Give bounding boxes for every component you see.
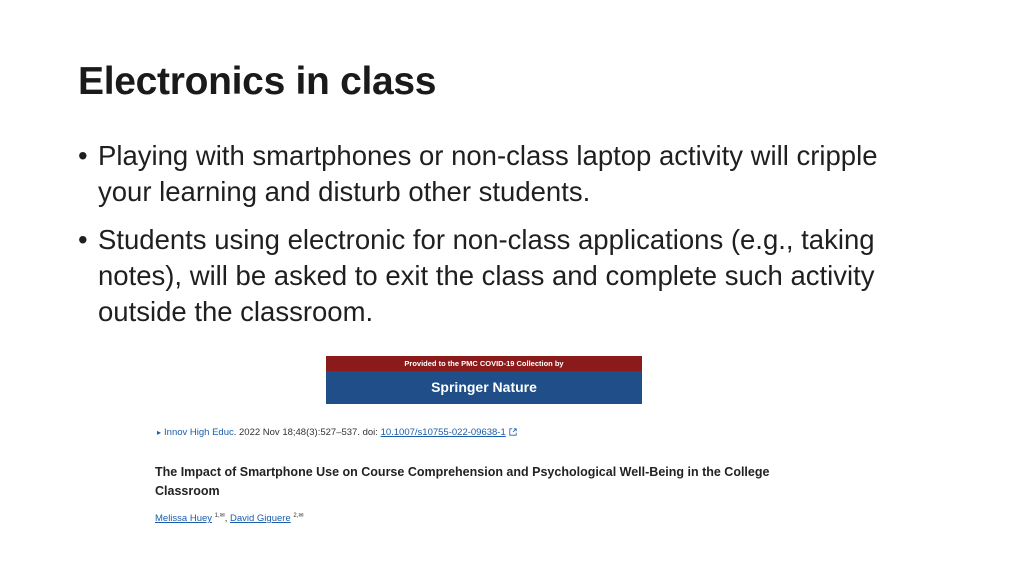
- bullet-list: [78, 138, 938, 342]
- bullet-item: • Playing with smartphones or non-class laptop activity will cripple your learning and disturb other students.: [78, 138, 938, 210]
- author-affiliation: 1,✉: [214, 513, 225, 519]
- author-separator: ,: [224, 513, 230, 525]
- paper-title: The Impact of Smartphone Use on Course Comprehension and Psychological Well-Being in the College Classroom: [155, 465, 770, 498]
- doi-link[interactable]: 10.1007/s10755-022-09638-1: [380, 427, 506, 438]
- citation-details: . 2022 Nov 18;48(3):527–537. doi:: [233, 427, 381, 438]
- bullet-item: • Students using electronic for non-class applications (e.g., taking notes), will be asked to exit the class and complete such activity outside the classroom.: [78, 222, 938, 330]
- author-list: [155, 512, 303, 524]
- author-affiliation: 2,✉: [293, 513, 304, 519]
- publisher-banner: [326, 356, 642, 404]
- author-link[interactable]: David Giguere: [229, 513, 291, 525]
- external-link-icon[interactable]: [509, 428, 517, 436]
- banner-publisher-name: Springer Nature: [431, 379, 537, 395]
- citation-line: [157, 427, 517, 438]
- banner-provided-by: Provided to the PMC COVID-19 Collection by: [326, 356, 642, 371]
- slide-title: Electronics in class: [78, 60, 437, 103]
- expand-triangle-icon[interactable]: ▸: [157, 428, 162, 437]
- journal-link[interactable]: Innov High Educ: [164, 427, 234, 438]
- author-link[interactable]: Melissa Huey: [155, 513, 213, 525]
